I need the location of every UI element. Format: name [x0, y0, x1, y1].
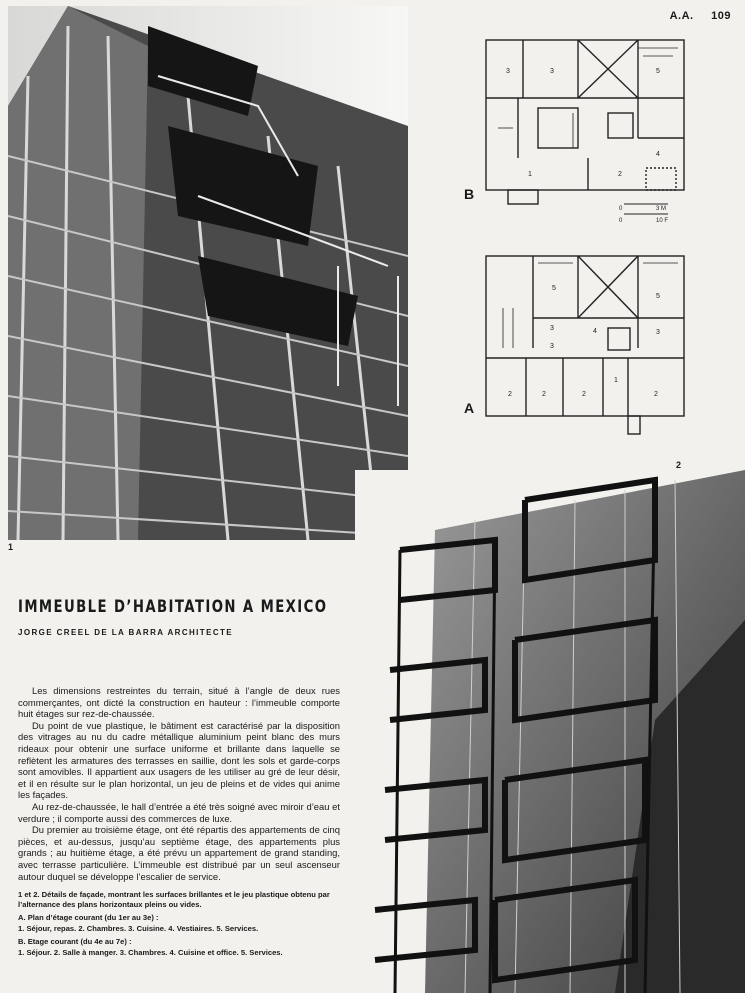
facade-photo-1: [8, 6, 408, 540]
plan-b-letter: B: [464, 186, 475, 202]
page-number: 109: [711, 10, 731, 22]
floor-plan-b-drawing: [478, 28, 690, 228]
facade-photo-2-image: [355, 470, 745, 993]
scale-zero: 0: [619, 206, 623, 212]
article-paragraph: Au rez-de-chaussée, le hall d’entrée a été très soigné avec miroir d’eau et verdure ; il comporte aussi des commerces de luxe.: [18, 800, 340, 824]
facade-photo-1-image: [8, 6, 408, 540]
plan-a-room-label: 1: [614, 377, 618, 384]
caption-line: B. Etage courant (du 4e au 7e) :: [18, 937, 132, 946]
article-paragraph: Les dimensions restreintes du terrain, situé à l’angle de deux rues commerçantes, ont dicté la construction en hauteur : l’immeuble comporte huit étages sur rez-de-chaussée.: [18, 685, 340, 720]
floor-plan-b: [478, 28, 690, 228]
plan-b-room-label: 2: [618, 171, 622, 178]
scale-feet: 10 F: [656, 218, 669, 224]
plan-a-letter: A: [464, 400, 475, 416]
plan-b-room-label: 4: [656, 151, 660, 158]
caption-line: 1. Séjour. 2. Salle à manger. 3. Chambres. 4. Cuisine et office. 5. Services.: [18, 948, 283, 957]
plan-a-room-label: 5: [552, 285, 556, 292]
plan-b-room-label: 3: [506, 68, 510, 75]
article-subtitle: JORGE CREEL DE LA BARRA ARCHITECTE: [18, 628, 234, 637]
figure-caption: [18, 890, 346, 959]
article-paragraph: Du premier au troisième étage, ont été répartis des appartements de cinq pièces, et au-dessus, jusqu’au septième étage, des appartements plus grands ; au huitième étage, a été prévu un appartement de grand standing, avec terrasse particulière. L’immeuble est distribué par un seul ascenseur autour duquel se développe l’escalier de service.: [18, 824, 340, 882]
page-header: [656, 10, 731, 22]
article-title: IMMEUBLE D’HABITATION A MEXICO: [18, 597, 328, 617]
journal-name: A.A.: [669, 10, 694, 22]
plan-a-room-label: 2: [508, 391, 512, 398]
article-paragraph: Du point de vue plastique, le bâtiment est caractérisé par la disposition des vitrages au nu du cadre métallique aluminium peint blanc des murs rideaux pour obtenir une surface uniforme et brillante dans laquelle se reflètent les armatures des terrasses en saillie, dont les sols et garde-corps sont amovibles. Il appartient aux usagers de les utiliser au gré de leur désir, et il en résulte sur le plan horizontal, un jeu de pleins et de vides qui anime les façades.: [18, 719, 340, 801]
plan-a-room-label: 3: [550, 325, 554, 332]
plan-b-room-label: 5: [656, 68, 660, 75]
plan-a-room-label: 3: [656, 329, 660, 336]
scale-bar: [619, 204, 668, 224]
caption-line: A. Plan d’étage courant (du 1er au 3e) :: [18, 913, 159, 922]
scale-metric: 3 M: [656, 206, 667, 212]
photo-1-number: 1: [8, 542, 14, 552]
facade-photo-2: [355, 470, 745, 993]
plan-a-room-label: 2: [582, 391, 586, 398]
article-body: [18, 685, 340, 882]
photo-2-number: 2: [676, 460, 682, 470]
plan-a-room-label: 5: [656, 293, 660, 300]
floor-plan-a-drawing: [478, 248, 690, 438]
caption-line: 1 et 2. Détails de façade, montrant les surfaces brillantes et le jeu plastique obtenu par l’alternance des plans horizontaux pleins ou vides.: [18, 890, 330, 909]
plan-a-room-label: 2: [542, 391, 546, 398]
plan-a-room-label: 4: [593, 328, 597, 335]
plan-b-room-label: 3: [550, 68, 554, 75]
caption-line: 1. Séjour, repas. 2. Chambres. 3. Cuisine. 4. Vestiaires. 5. Services.: [18, 924, 259, 933]
plan-b-room-label: 1: [528, 171, 532, 178]
plan-a-room-label: 3: [550, 343, 554, 350]
floor-plan-a: [478, 248, 690, 438]
plan-a-room-label: 2: [654, 391, 658, 398]
scale-zero: 0: [619, 218, 623, 224]
